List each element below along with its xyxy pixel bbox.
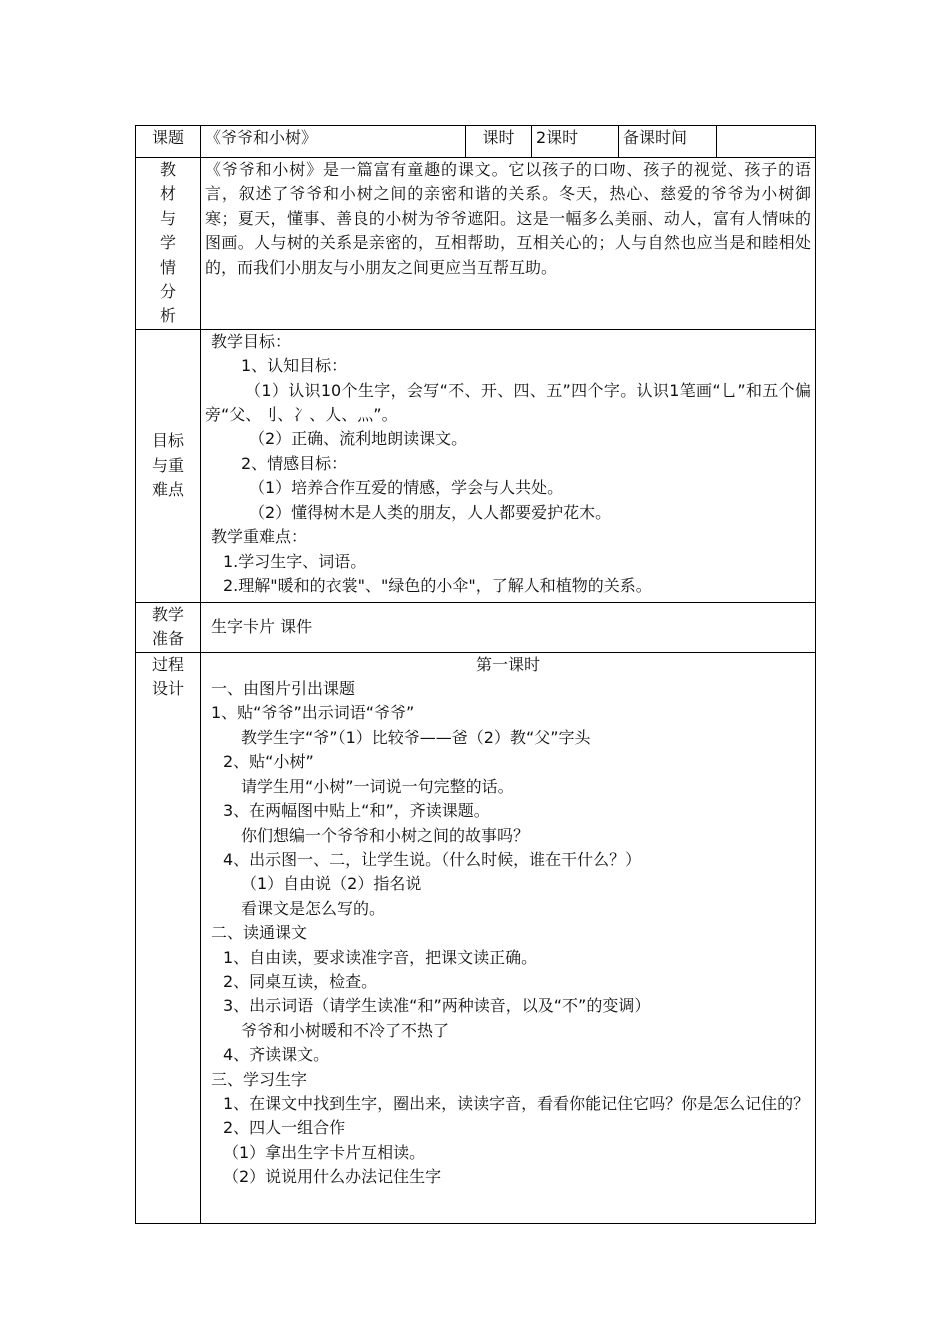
goal-emotion-heading: 2、情感目标： [241, 453, 348, 473]
header-row [136, 126, 816, 158]
goals-label [136, 329, 201, 602]
goals-row [136, 329, 816, 602]
topic-label: 课题 [136, 126, 201, 158]
process-content [201, 652, 816, 1223]
hours-label: 课时 [466, 126, 532, 158]
process-line: 三、学习生字 [211, 1069, 308, 1089]
process-line: 3、出示词语（请学生读准“和”两种读音，以及“不”的变调） [223, 996, 651, 1016]
process-line: 看课文是怎么写的。 [241, 898, 386, 918]
process-line: 教学生字“爷”（1）比较爷——爸（2）教“父”字头 [241, 727, 591, 747]
analysis-label [136, 158, 201, 330]
process-row [136, 652, 816, 1223]
process-line: 2、四人一组合作 [223, 1118, 346, 1138]
prep-value-text: 生字卡片 课件 [211, 617, 313, 637]
key-point-1: 1.学习生字、词语。 [223, 551, 367, 571]
process-line: 1、自由读，要求读准字音，把课文读正确。 [223, 947, 538, 967]
process-line: 请学生用“小树”一词说一句完整的话。 [241, 776, 514, 796]
process-line: 4、齐读课文。 [223, 1045, 330, 1065]
process-line: 你们想编一个爷爷和小树之间的故事吗？ [241, 825, 530, 845]
prep-time-value [717, 126, 816, 158]
lesson-plan-table [135, 125, 816, 1224]
process-line: 1、在课文中找到生字，圈出来，读读字音，看看你能记住它吗？你是怎么记住的？ [223, 1093, 810, 1113]
process-line: 1、贴“爷爷”出示词语“爷爷” [211, 703, 415, 723]
analysis-text: 《爷爷和小树》是一篇富有童趣的课文。它以孩子的口吻、孩子的视觉、孩子的语言，叙述了爷爷和小树之间的亲密和谐的关系。冬天，热心、慈爱的爷爷为小树御寒；夏天，懂事、善良的小树为爷爷遮阳。这是一幅多么美丽、动人，富有人情味的图画。人与树的关系是亲密的，互相帮助，互相关心的；人与自然也应当是和睦相处的，而我们小朋友与小朋友之间更应当互帮互助。 [201, 158, 816, 330]
process-label-text: 过程设计 [151, 654, 184, 699]
process-line: 爷爷和小树暖和不冷了不热了 [241, 1020, 450, 1040]
prep-time-label: 备课时间 [619, 126, 717, 158]
analysis-label-text: 教材与学情分析 [159, 160, 176, 326]
prep-label [136, 602, 201, 652]
prep-row [136, 602, 816, 652]
process-line: 4、出示图一、二，让学生说。（什么时候，谁在干什么？） [223, 849, 642, 869]
process-line: （1）拿出生字卡片互相读。 [223, 1142, 426, 1162]
process-line: 2、贴“小树” [223, 752, 314, 772]
key-points-heading: 教学重难点： [211, 527, 308, 547]
goal-emotion-item-1: （1）培养合作互爱的情感，学会与人共处。 [249, 478, 564, 498]
process-line: 2、同桌互读，检查。 [223, 971, 378, 991]
goals-content [201, 329, 816, 602]
goal-cognitive-heading: 1、认知目标： [241, 356, 348, 376]
process-line: （2）说说用什么办法记住生字 [223, 1167, 442, 1187]
prep-value [201, 602, 816, 652]
goals-label-text: 目标与重难点 [151, 431, 184, 500]
process-line: 一、由图片引出课题 [211, 679, 356, 699]
goal-cognitive-item-1: （1）认识10个生字，会写“不、开、四、五”四个字。认识1笔画“乚”和五个偏旁“父、刂、冫、人、灬”。 [205, 380, 811, 425]
process-title: 第一课时 [475, 654, 540, 674]
key-point-2: 2.理解"暖和的衣裳"、"绿色的小伞"，了解人和植物的关系。 [223, 575, 652, 595]
topic-value: 《爷爷和小树》 [201, 126, 466, 158]
hours-value: 2课时 [532, 126, 619, 158]
process-label [136, 652, 201, 1223]
process-line: 二、读通课文 [211, 923, 308, 943]
goals-heading: 教学目标： [211, 331, 292, 351]
process-line: （1）自由说（2）指名说 [241, 874, 422, 894]
goal-emotion-item-2: （2）懂得树木是人类的朋友，人人都要爱护花木。 [249, 502, 612, 522]
goal-cognitive-item-2: （2）正确、流利地朗读课文。 [249, 429, 468, 449]
process-line: 3、在两幅图中贴上“和”，齐读课题。 [223, 801, 490, 821]
prep-label-text: 教学准备 [151, 604, 184, 649]
analysis-row [136, 158, 816, 330]
